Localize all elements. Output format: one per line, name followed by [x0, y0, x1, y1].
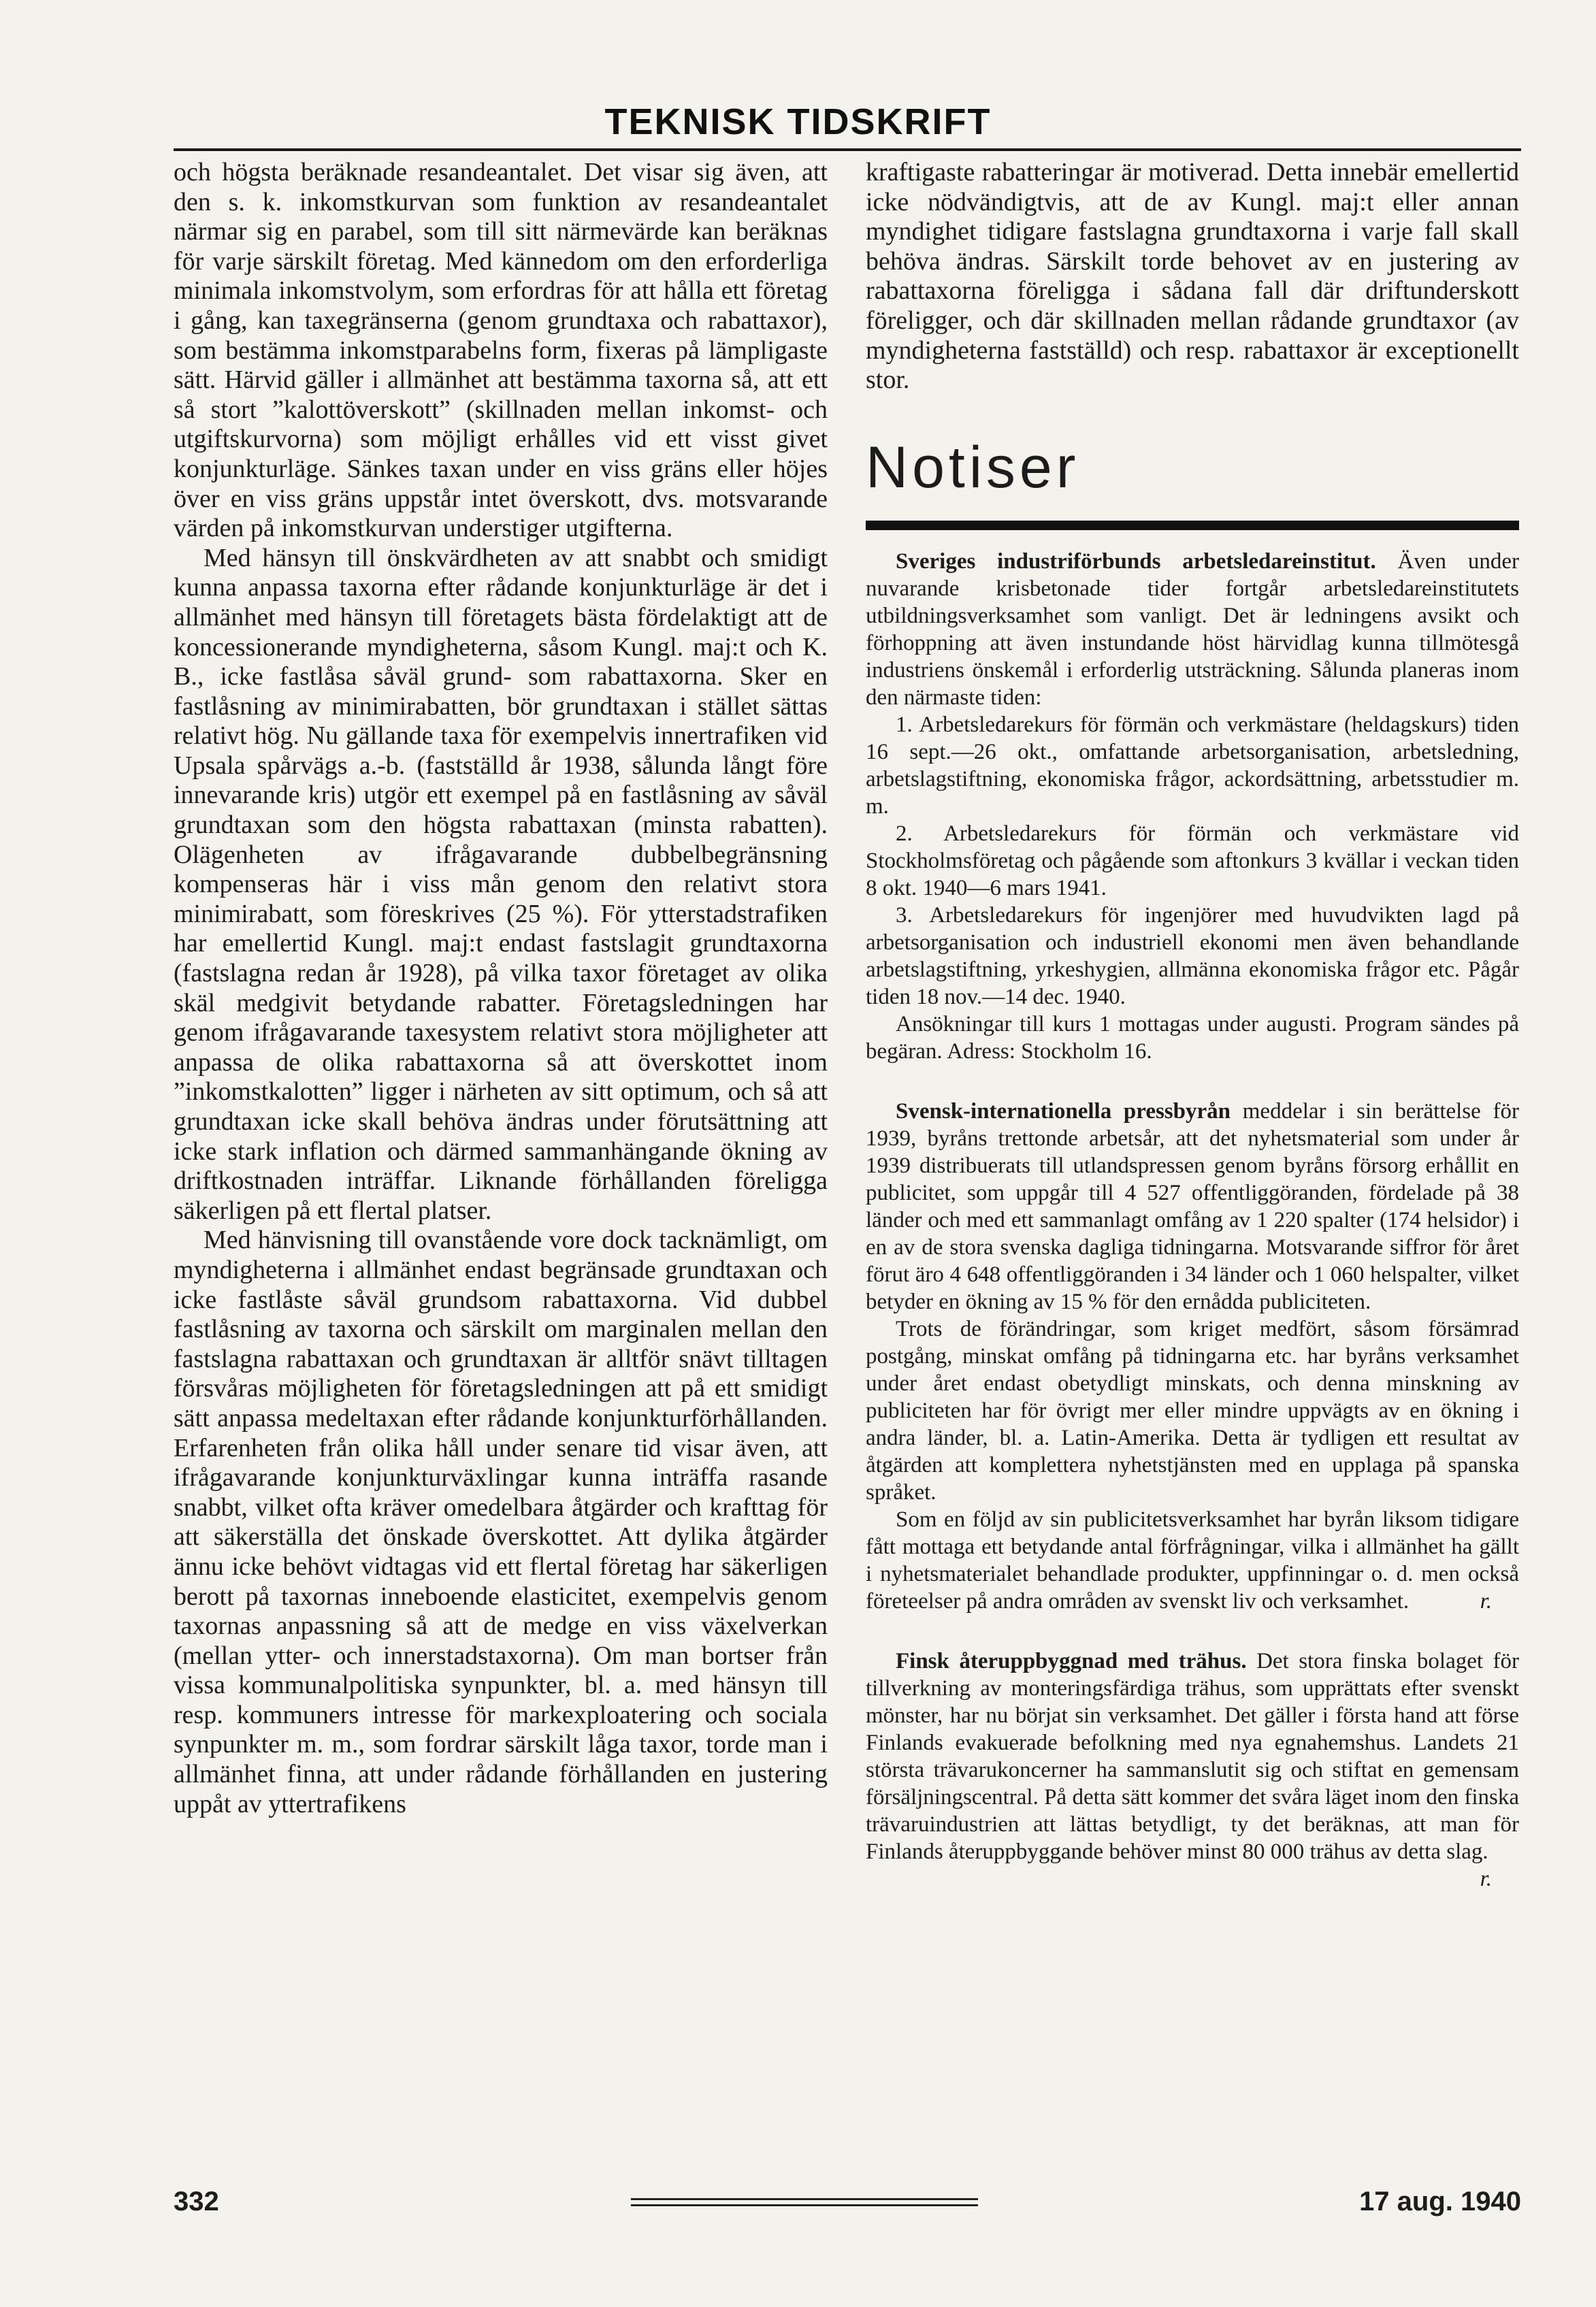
body-paragraph: Med hänsyn till önskvärdheten av att snabbt och smidigt kunna anpassa taxorna efter rådande konjunkturläge är det i allmänhet med hänsyn till företagets bästa fördelaktigt att de koncessionerande myndigheterna, såsom Kungl. maj:t och K. B., icke fastlåsa såväl grund- som rabattaxorna. Sker en fastlåsning av minimirabatten, bör grundtaxan i stället sättas relativt hög. Nu gällande taxa för exempelvis innertrafiken vid Upsala spårvägs a.-b. (fastställd år 1938, sålunda långt före innevarande kris) utgör ett exempel på en fastlåsning av såväl grundtaxan som den högsta rabattaxan (minsta rabatten). Olägenheten av ifrågavarande dubbelbegränsning kompenseras här i viss mån genom den relativt stora minimirabatt, som föreskrives (25 %). För ytterstadstrafiken har emellertid Kungl. maj:t endast fastslagit grundtaxorna (fastslagna redan år 1928), på vilka taxor företaget av olika skäl medgivit betydande rabatter. Företagsledningen har genom ifrågavarande taxesystem relativt stora möjligheter att anpassa de olika rabattaxorna så att överskottet inom ”inkomstkalotten” ligger i närheten av sitt optimum, och så att grundtaxan icke skall behöva ändras under förutsättning att icke stark inflation och därmed sammanhängande ökning av driftkostnaden inträffar. Liknande förhållanden föreligga säkerligen på ett flertal platser.	[174, 543, 828, 1225]
notice-text: meddelar i sin berättelse för 1939, byråns trettonde arbetsår, att det nyhetsmaterial som under år 1939 distribuerats till utlandspressen genom byråns försorg erhållit en publicitet, som uppgår till 4 527 offentliggöranden, fördelade på 38 länder och med ett sammanlagt omfång av 1 220 spalter (174 helsidor) i en av de stora svenska dagliga tidningarna. Motsvarande siffror för året förut äro 4 648 offentliggöranden i 34 länder och 1 060 helspalter, vilket betyder en ökning av 15 % för den ernådda publiciteten.	[866, 1098, 1520, 1314]
notice-paragraph: 3. Arbetsledarekurs för ingenjörer med huvudvikten lagd på arbetsorganisation och industriell ekonomi men även behandlande arbetslagstiftning, yrkeshygien, allmänna ekonomiska frågor etc. Pågår tiden 18 nov.—14 dec. 1940.	[866, 902, 1519, 1009]
body-paragraph: Med hänvisning till ovanstående vore dock tacknämligt, om myndigheterna i allmänhet endast begränsade grundtaxan och icke fastlåste såväl grundsom rabattaxorna. Vid dubbel fastlåsning av taxorna och särskilt om marginalen mellan den fastslagna rabattaxan och grundtaxan är alltför snävt tilltagen försvåras möjligheten för företagsledningen att på ett smidigt sätt anpassa medeltaxan efter rådande konjunkturförhållanden. Erfarenheten från olika håll under senare tid visar även, att ifrågavarande konjunkturväxlingar kunna inträffa rasande snabbt, vilket ofta kräver omedelbara åtgärder och krafttag för att säkerställa det önskade överskottet. Att dylika åtgärder ännu icke behövt vidtagas vid ett flertal företag har säkerligen berott på taxornas inneboende elasticitet, exempelvis genom taxornas anpassning så att de medge en viss växelverkan (mellan ytter- och innerstadstaxorna). Om man bortser från vissa kommunalpolitiska synpunkter, bl. a. med hänsyn till resp. kommuners intresse för markexploatering och sociala synpunkter m. m., som fordrar särskilt låga taxor, torde man i allmänhet finna, att under rådande förhållanden en justering uppåt av yttertrafikens	[174, 1226, 828, 1818]
issue-date: 17 aug. 1940	[1359, 2187, 1521, 2216]
section-title: Notiser	[866, 434, 1080, 500]
notice-item	[866, 1098, 1519, 1615]
notice-signature: r.	[1480, 1866, 1492, 1891]
footer-rule	[631, 2198, 978, 2200]
right-column	[866, 158, 1519, 1898]
notice-text: Som en följd av sin publicitetsverksamhet har byrån liksom tidigare fått mottaga ett betydande antal förfrågningar, vilka i allmänhet ha gällt i nyhetsmaterialet behandlade produkter, uppfinningar o. d. men också företeelser på andra områden av svenskt liv och verksamhet.	[866, 1507, 1519, 1614]
header-rule	[174, 148, 1521, 151]
notice-item	[866, 548, 1519, 1065]
notice-heading: Sveriges industriförbunds arbetsledareinstitut.	[896, 549, 1376, 574]
notice-paragraph: Ansökningar till kurs 1 mottagas under augusti. Program sändes på begäran. Adress: Stockholm 16.	[866, 1011, 1519, 1064]
notice-paragraph: 2. Arbetsledarekurs för förmän och verkmästare vid Stockholmsföretag och pågående som aftonkurs 3 kvällar i veckan tiden 8 okt. 1940—6 mars 1941.	[866, 821, 1519, 900]
notice-heading: Svensk-internationella pressbyrån	[896, 1098, 1231, 1124]
notice-paragraph: Trots de förändringar, som kriget medfört, såsom försämrad postgång, minskat omfång på tidningarna etc. har byråns verksamhet under året endast obetydligt minskats, och denna minskning av publiciteten har för övrigt mer eller mindre uppvägts av en ökning i andra länder, bl. a. Latin-Amerika. Detta är tydligen ett resultat av åtgärden att komplettera nyhetstjänsten med en upplaga på spanska språket.	[866, 1316, 1519, 1505]
notice-text: Det stora finska bolaget för tillverkning av monteringsfärdiga trähus, som upprättats efter svenskt mönster, har nu börjat sin verksamhet. Det gäller i första hand att förse Finlands evakuerade befolkning med nya egnahemshus. Landets 21 största trävarukoncerner ha sammanslutit sig och stiftat en gemensam försäljningscentral. På detta sätt kommer det svåra läget inom den finska trävaruindustrien att lättas betydligt, ty det beräknas, att man för Finlands återuppbyggande behöver minst 80 000 trähus av detta slag.	[866, 1648, 1519, 1864]
section-rule	[866, 521, 1519, 530]
notice-signature: r.	[1480, 1588, 1492, 1614]
page-number: 332	[174, 2187, 219, 2216]
notice-item	[866, 1648, 1519, 1891]
body-paragraph: och högsta beräknade resandeantalet. Det visar sig även, att den s. k. inkomstkurvan som funktion av resandeantalet närmar sig en parabel, som till sitt närmevärde kan beräknas för varje särskilt företag. Med kännedom om den erforderliga minimala inkomstvolym, som erfordras för att hålla ett företag i gång, kan taxegränserna (genom grundtaxa och rabattaxor), som bestämma inkomstparabelns form, fixeras på lämpligaste sätt. Härvid gäller i allmänhet att bestämma taxorna så, att ett så stort ”kalottöverskott” (skillnaden mellan inkomst- och utgiftskurvorna) som möjligt erhålles vid ett visst givet konjunkturläge. Sänkes taxan under en viss gräns eller höjes över en viss gräns uppstår intet överskott, dvs. motsvarande värden på inkomstkurvan understiger utgifterna.	[174, 158, 828, 543]
journal-title: TEKNISK TIDSKRIFT	[604, 101, 992, 142]
body-paragraph: kraftigaste rabatteringar är motiverad. Detta innebär emellertid icke nödvändigtvis, att de av Kungl. maj:t eller annan myndighet tidigare fastslagna grundtaxorna i varje fall skall behöva ändras. Särskilt torde behovet av en justering av rabattaxorna föreligga i sådana fall där driftunderskott föreligger, och där skillnaden mellan rådande grundtaxor (av myndigheterna fastställd) och resp. rabattaxor är exceptionellt stor.	[866, 158, 1519, 395]
notice-heading: Finsk återuppbyggnad med trähus.	[896, 1648, 1247, 1673]
left-column	[174, 158, 828, 1819]
notice-paragraph: 1. Arbetsledarekurs för förmän och verkmästare (heldagskurs) tiden 16 sept.—26 okt., omfattande arbetsorganisation, arbetsledning, arbetslagstiftning, ekonomiska frågor, ackordsättning, arbetsstudier m. m.	[866, 712, 1519, 819]
footer-rule	[631, 2204, 978, 2206]
notice-text: Även under nuvarande krisbetonade tider fortgår arbetsledareinstitutets utbildningsverksamhet som vanligt. Det är ledningens avsikt och förhoppning att även instundande höst härvidlag kunna tillmötesgå industriens önskemål i erforderlig utsträckning. Sålunda planeras inom den närmaste tiden:	[866, 549, 1519, 710]
